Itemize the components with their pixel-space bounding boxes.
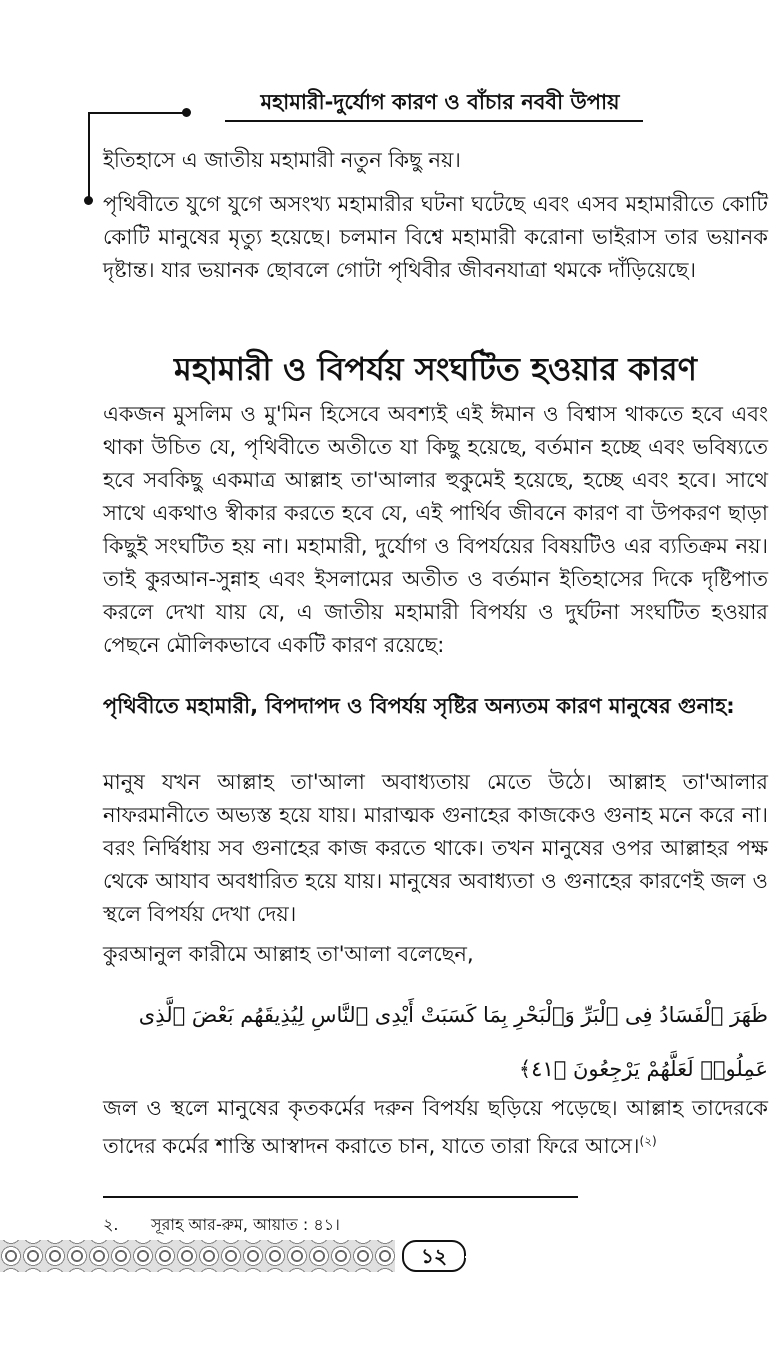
page-number-rule xyxy=(465,1256,783,1258)
bracket-dot-top xyxy=(182,108,191,117)
paragraph-belief: একজন মুসলিম ও মু'মিন হিসেবে অবশ্যই এই ঈমান ও বিশ্বাস থাকতে হবে এবং থাকা উচিত যে, পৃথিবীতে অতীতে যা কিছু হয়েছে, বর্তমান হচ্ছে এবং ভবিষ্যতে হবে সবকিছু একমাত্র আল্লাহ তা'আলার হুকুমেই হয়েছে, হচ্ছে এবং হবে। সাথে সাথে একথাও স্বীকার করতে হবে যে, এই পার্থিব জীবনে কারণ বা উপকরণ ছাড়া কিছুই সংঘটিত হয় না। মহামারী, দুর্যোগ ও বিপর্যয়ের বিষয়টিও এর ব্যতিক্রম নয়। তাই কুরআন-সুন্নাহ এবং ইসলামের অতীত ও বর্তমান ইতিহাসের দিকে দৃষ্টিপাত করলে দেখা যায় যে, এ জাতীয় মহামারী বিপর্যয় ও দুর্ঘটনা সংঘটিত হওয়ার পেছনে মৌলিকভাবে একটি কারণ রয়েছে: xyxy=(103,402,768,657)
running-header-title: মহামারী-দুর্যোগ কারণ ও বাঁচার নববী উপায় xyxy=(260,90,620,114)
translation-text: জল ও স্থলে মানুষের কৃতকর্মের দরুন বিপর্যয় ছড়িয়ে পড়েছে। আল্লাহ তাদেরকে তাদের কর্মের শাস্তি আস্বাদন করাতে চান, যাতে তারা ফিরে আসে। xyxy=(103,1096,768,1158)
footnote xyxy=(103,1212,340,1239)
paragraph-intro: ইতিহাসে এ জাতীয় মহামারী নতুন কিছু নয়। xyxy=(103,148,461,172)
paragraph-history: পৃথিবীতে যুগে যুগে অসংখ্য মহামারীর ঘটনা ঘটেছে এবং এসব মহামারীতে কোটি কোটি মানুষের মৃত্যু হয়েছে। চলমান বিশ্বে মহামারী করোনা ভাইরাস তার ভয়ানক দৃষ্টান্ত। যার ভয়ানক ছোবলে গোটা পৃথিবীর জীবনযাত্রা থমকে দাঁড়িয়েছে। xyxy=(103,192,768,282)
footnote-text: সূরাহ আর-রুম, আয়াত : ৪১। xyxy=(151,1215,340,1234)
quran-verse: ظَهَرَ ٱلْفَسَادُ فِى ٱلْبَرِّ وَٱلْبَحْرِ بِمَا كَسَبَتْ أَيْدِى ٱلنَّاسِ لِيُذِيقَهُم بَعْضَ ٱلَّذِى عَمِلُوا۟ لَعَلَّهُمْ يَرْجِعُونَ ﴿٤١﴾ xyxy=(138,1003,768,1081)
footnote-rule xyxy=(103,1196,578,1198)
header-rule xyxy=(225,120,643,122)
bracket-dot-bottom xyxy=(84,196,93,205)
subheading-cause: পৃথিবীতে মহামারী, বিপদাপদ ও বিপর্যয় সৃষ্টির অন্যতম কারণ মানুষের গুনাহ: xyxy=(103,694,735,718)
ornamental-border xyxy=(0,1240,395,1272)
paragraph-sins: মানুষ যখন আল্লাহ তা'আলা অবাধ্যতায় মেতে উঠে। আল্লাহ তা'আলার নাফরমানীতে অভ্যস্ত হয়ে যায়। মারাত্মক গুনাহের কাজকেও গুনাহ মনে করে না। বরং নির্দ্বিধায় সব গুনাহের কাজ করতে থাকে। তখন মানুষের ওপর আল্লাহর পক্ষ থেকে আযাব অবধারিত হয়ে যায়। মানুষের অবাধ্যতা ও গুনাহের কারণেই জল ও স্থলে বিপর্যয় দেখা দেয়। xyxy=(103,770,768,926)
footnote-number: ২. xyxy=(103,1215,119,1234)
section-heading: মহামারী ও বিপর্যয় সংঘটিত হওয়ার কারণ xyxy=(174,350,697,388)
page-number: ১২ xyxy=(402,1240,466,1272)
footnote-reference: (২) xyxy=(639,1134,657,1148)
paragraph-quran-intro: কুরআনুল কারীমে আল্লাহ তা'আলা বলেছেন, xyxy=(103,942,474,966)
paragraph-translation xyxy=(103,1092,768,1163)
